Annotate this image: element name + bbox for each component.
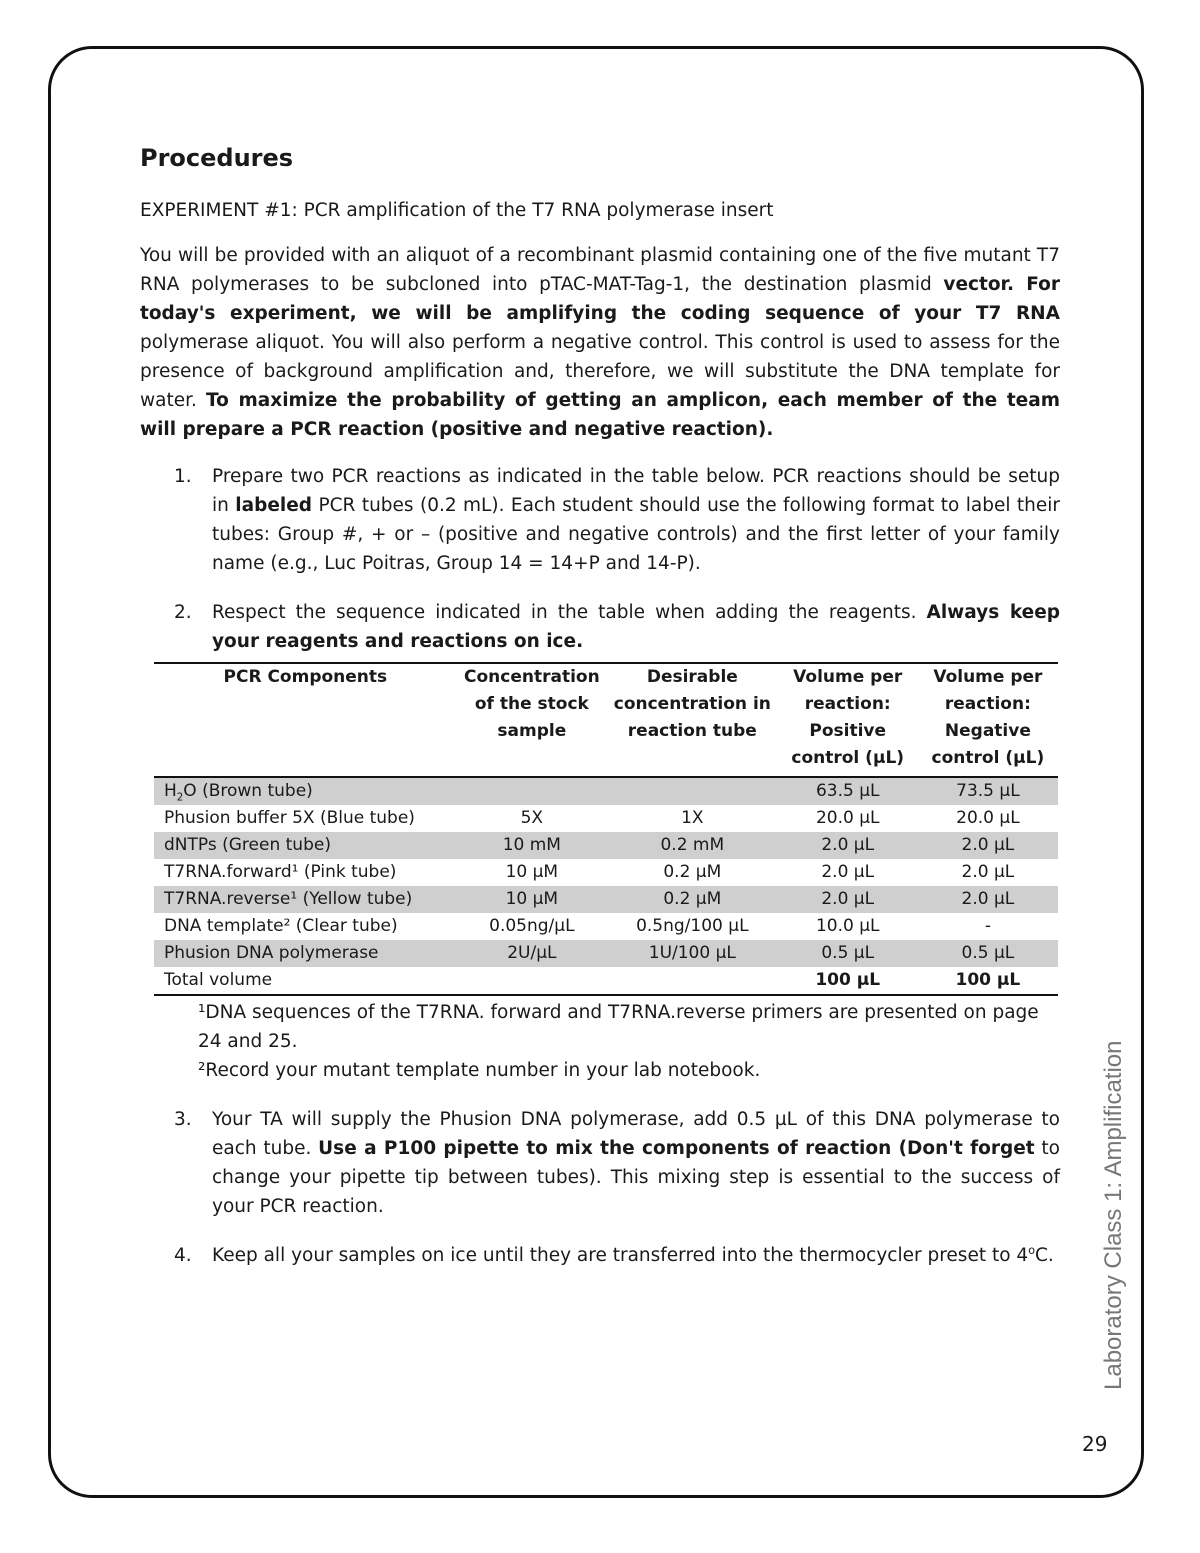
step-number: 4. bbox=[174, 1245, 192, 1266]
step-number: 3. bbox=[174, 1109, 192, 1130]
step-text: Respect the sequence indicated in the table when adding the reagents. bbox=[212, 602, 927, 623]
step-1 bbox=[140, 462, 1060, 578]
cell-component: DNA template² (Clear tube) bbox=[164, 916, 398, 936]
table-row bbox=[154, 805, 1058, 832]
step-number: 1. bbox=[174, 466, 192, 487]
cell-negative: 2.0 µL bbox=[961, 862, 1015, 882]
cell-desired bbox=[607, 777, 778, 805]
header-negative: Volume per reaction: Negative control (µL) bbox=[918, 663, 1058, 777]
table-row bbox=[154, 832, 1058, 859]
step-text: PCR tubes (0.2 mL). Each student should use the following format to label their tubes: Group #, + or – (positive and negative controls) and the first letter of your family name (e.g., Luc Poitras, Group 14 = 14+P and 14-P). bbox=[212, 495, 1061, 574]
cell-desired: 0.2 mM bbox=[607, 832, 778, 859]
steps-list-continued bbox=[140, 1105, 1060, 1270]
cell-stock: 10 µM bbox=[457, 886, 607, 913]
intro-bold-2: To maximize the probability of getting an amplicon, each member of the team will prepare a PCR reaction (positive and negative reaction). bbox=[140, 390, 1060, 440]
step-number: 2. bbox=[174, 602, 192, 623]
cell-positive: 20.0 µL bbox=[815, 808, 880, 828]
cell-stock bbox=[457, 777, 607, 805]
cell-component: T7RNA.reverse¹ (Yellow tube) bbox=[154, 886, 457, 913]
header-positive: Volume per reaction: Positive control (µL) bbox=[778, 663, 918, 777]
cell-total-negative: 100 µL bbox=[918, 967, 1058, 995]
cell-negative: 73.5 µL bbox=[918, 777, 1058, 805]
table-row bbox=[154, 859, 1058, 886]
cell-negative: 0.5 µL bbox=[918, 940, 1058, 967]
cell-desired: 1X bbox=[681, 808, 704, 828]
pcr-components-table bbox=[154, 662, 1058, 996]
step-text: C. bbox=[1034, 1245, 1054, 1266]
page-number: 29 bbox=[1082, 1432, 1108, 1456]
step-3 bbox=[140, 1105, 1060, 1221]
cell-positive: 2.0 µL bbox=[778, 886, 918, 913]
table-row bbox=[154, 777, 1058, 805]
cell-stock: 2U/µL bbox=[457, 940, 607, 967]
page-content bbox=[140, 140, 1060, 1290]
intro-bold-1: vector. For today's experiment, we will be amplifying the coding sequence of your T7 RNA bbox=[140, 274, 1060, 324]
cell-component: $H_2O$ (Brown tube) bbox=[154, 777, 457, 805]
cell-empty bbox=[607, 967, 778, 995]
cell-component: dNTPs (Green tube) bbox=[154, 832, 457, 859]
table-footnotes bbox=[140, 998, 1060, 1085]
step-2 bbox=[140, 598, 1060, 656]
step-text: Your TA will supply the Phusion DNA polymerase, add 0.5 µL of this DNA polymerase to each tube. bbox=[212, 1109, 1060, 1159]
step-bold: labeled bbox=[235, 495, 313, 516]
cell-negative: 2.0 µL bbox=[918, 832, 1058, 859]
table-row bbox=[154, 886, 1058, 913]
header-desirable: Desirable concentration in reaction tube bbox=[607, 663, 778, 777]
cell-total-label: Total volume bbox=[154, 967, 457, 995]
cell-positive: 10.0 µL bbox=[815, 916, 880, 936]
footnote-1: ¹DNA sequences of the T7RNA. forward and T7RNA.reverse primers are presented on page 24 and 25. bbox=[198, 1002, 1039, 1052]
table-header-row bbox=[154, 663, 1058, 777]
cell-empty bbox=[457, 967, 607, 995]
cell-stock: 0.05ng/µL bbox=[489, 916, 575, 936]
cell-stock: 5X bbox=[520, 808, 544, 828]
section-title: Procedures bbox=[140, 144, 294, 172]
cell-desired: 0.2 µM bbox=[663, 862, 722, 882]
step-bold: Always keep your reagents and reactions on ice. bbox=[212, 602, 1060, 652]
table-row bbox=[154, 940, 1058, 967]
cell-negative: 20.0 µL bbox=[956, 808, 1020, 828]
cell-desired: 0.5ng/100 µL bbox=[636, 916, 749, 936]
table-row bbox=[154, 913, 1058, 940]
header-stock: Concentration of the stock sample bbox=[457, 663, 607, 777]
cell-component: T7RNA.forward¹ (Pink tube) bbox=[164, 862, 397, 882]
step-text: Keep all your samples on ice until they are transferred into the thermocycler preset to 4 bbox=[212, 1245, 1029, 1266]
cell-stock: 10 mM bbox=[457, 832, 607, 859]
cell-component: Phusion DNA polymerase bbox=[154, 940, 457, 967]
experiment-heading: EXPERIMENT #1: PCR amplification of the T7 RNA polymerase insert bbox=[140, 200, 774, 221]
cell-negative: - bbox=[984, 916, 991, 936]
cell-positive: 2.0 µL bbox=[778, 832, 918, 859]
cell-desired: 0.2 µM bbox=[607, 886, 778, 913]
step-bold: Use a P100 pipette to mix the components of reaction (Don't forget bbox=[318, 1138, 1035, 1159]
cell-stock: 10 µM bbox=[505, 862, 559, 882]
step-4 bbox=[140, 1241, 1060, 1270]
intro-paragraph bbox=[140, 241, 1060, 444]
cell-positive: 0.5 µL bbox=[778, 940, 918, 967]
table-total-row bbox=[154, 967, 1058, 995]
cell-component: Phusion buffer 5X (Blue tube) bbox=[164, 808, 415, 828]
steps-list bbox=[140, 462, 1060, 656]
header-components: PCR Components bbox=[154, 663, 457, 777]
cell-desired: 1U/100 µL bbox=[607, 940, 778, 967]
intro-text-2: polymerase aliquot. You will also perform a negative control. This control is used to assess for the presence of background amplification and, therefore, we will substitute the DNA template for water. bbox=[140, 332, 1060, 411]
footnote-2: ²Record your mutant template number in your lab notebook. bbox=[198, 1060, 761, 1081]
step-text: Prepare two PCR reactions as indicated in the table below. PCR reactions should be setup in bbox=[212, 466, 1060, 516]
intro-text-1: You will be provided with an aliquot of a recombinant plasmid containing one of the five mutant T7 RNA polymerases to be subcloned into pTAC-MAT-Tag-1, the destination plasmid bbox=[140, 245, 1060, 295]
degree-sup: o bbox=[1028, 1243, 1035, 1257]
cell-total-positive: 100 µL bbox=[778, 967, 918, 995]
cell-positive: 2.0 µL bbox=[821, 862, 875, 882]
cell-positive: 63.5 µL bbox=[778, 777, 918, 805]
step-text: to change your pipette tip between tubes). This mixing step is essential to the success of your PCR reaction. bbox=[212, 1138, 1061, 1217]
side-label: Laboratory Class 1: Amplification bbox=[1100, 1040, 1127, 1390]
cell-negative: 2.0 µL bbox=[918, 886, 1058, 913]
